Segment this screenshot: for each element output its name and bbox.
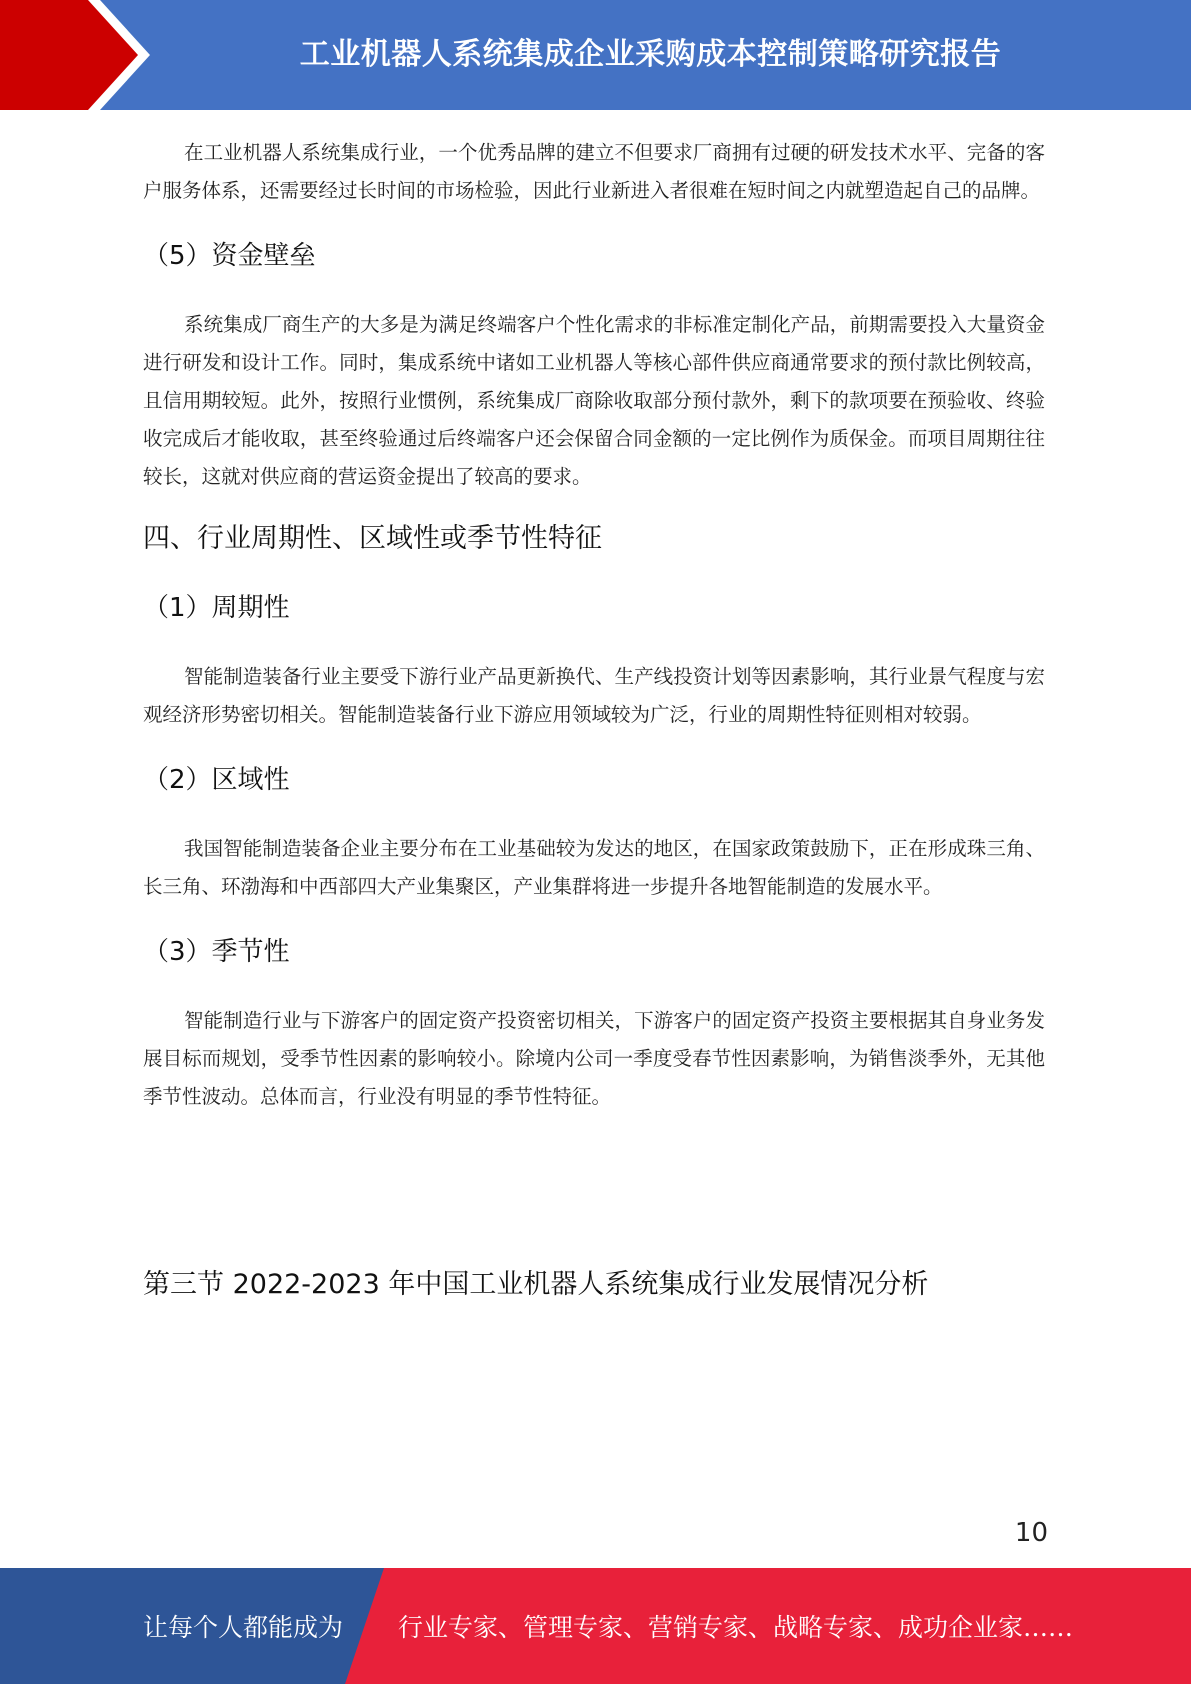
heading-regional: （2）区域性	[143, 765, 290, 795]
report-title: 工业机器人系统集成企业采购成本控制策略研究报告	[299, 37, 1002, 72]
heading-capital-barrier: （5）资金壁垒	[143, 241, 316, 271]
paragraph-seasonal: 智能制造行业与下游客户的固定资产投资密切相关，下游客户的固定资产投资主要根据其自身业务发展目标而规划，受季节性因素的影响较小。除境内公司一季度受春节性因素影响，为销售淡季外，无其他季节性波动。总体而言，行业没有明显的季节性特征。	[143, 1009, 1045, 1108]
heading-cyclical: （1）周期性	[143, 593, 290, 623]
page-header	[0, 0, 1191, 110]
page-footer	[0, 1568, 1191, 1684]
heading-section-three: 第三节 2022-2023 年中国工业机器人系统集成行业发展情况分析	[143, 1269, 929, 1300]
document-body	[143, 134, 1045, 1306]
footer-slogan-right: 行业专家、管理专家、营销专家、战略专家、成功企业家……	[398, 1613, 1074, 1642]
paragraph-regional: 我国智能制造装备企业主要分布在工业基础较为发达的地区，在国家政策鼓励下，正在形成珠三角、长三角、环渤海和中西部四大产业集聚区，产业集群将进一步提升各地智能制造的发展水平。	[143, 837, 1045, 898]
heading-seasonal: （3）季节性	[143, 937, 290, 967]
heading-section-four: 四、行业周期性、区域性或季节性特征	[143, 523, 602, 554]
paragraph-brand: 在工业机器人系统集成行业，一个优秀品牌的建立不但要求厂商拥有过硬的研发技术水平、完备的客户服务体系，还需要经过长时间的市场检验，因此行业新进入者很难在短时间之内就塑造起自己的品牌。	[143, 141, 1045, 202]
page-number: 10	[1014, 1518, 1048, 1548]
paragraph-cyclical: 智能制造装备行业主要受下游行业产品更新换代、生产线投资计划等因素影响，其行业景气程度与宏观经济形势密切相关。智能制造装备行业下游应用领域较为广泛，行业的周期性特征则相对较弱。	[143, 665, 1045, 726]
footer-slogan-left: 让每个人都能成为	[143, 1613, 344, 1642]
paragraph-capital: 系统集成厂商生产的大多是为满足终端客户个性化需求的非标准定制化产品，前期需要投入大量资金进行研发和设计工作。同时，集成系统中诸如工业机器人等核心部件供应商通常要求的预付款比例较高，且信用期较短。此外，按照行业惯例，系统集成厂商除收取部分预付款外，剩下的款项要在预验收、终验收完成后才能收取，甚至终验通过后终端客户还会保留合同金额的一定比例作为质保金。而项目周期往往较长，这就对供应商的营运资金提出了较高的要求。	[143, 313, 1045, 488]
header-red-chevron	[0, 0, 160, 110]
